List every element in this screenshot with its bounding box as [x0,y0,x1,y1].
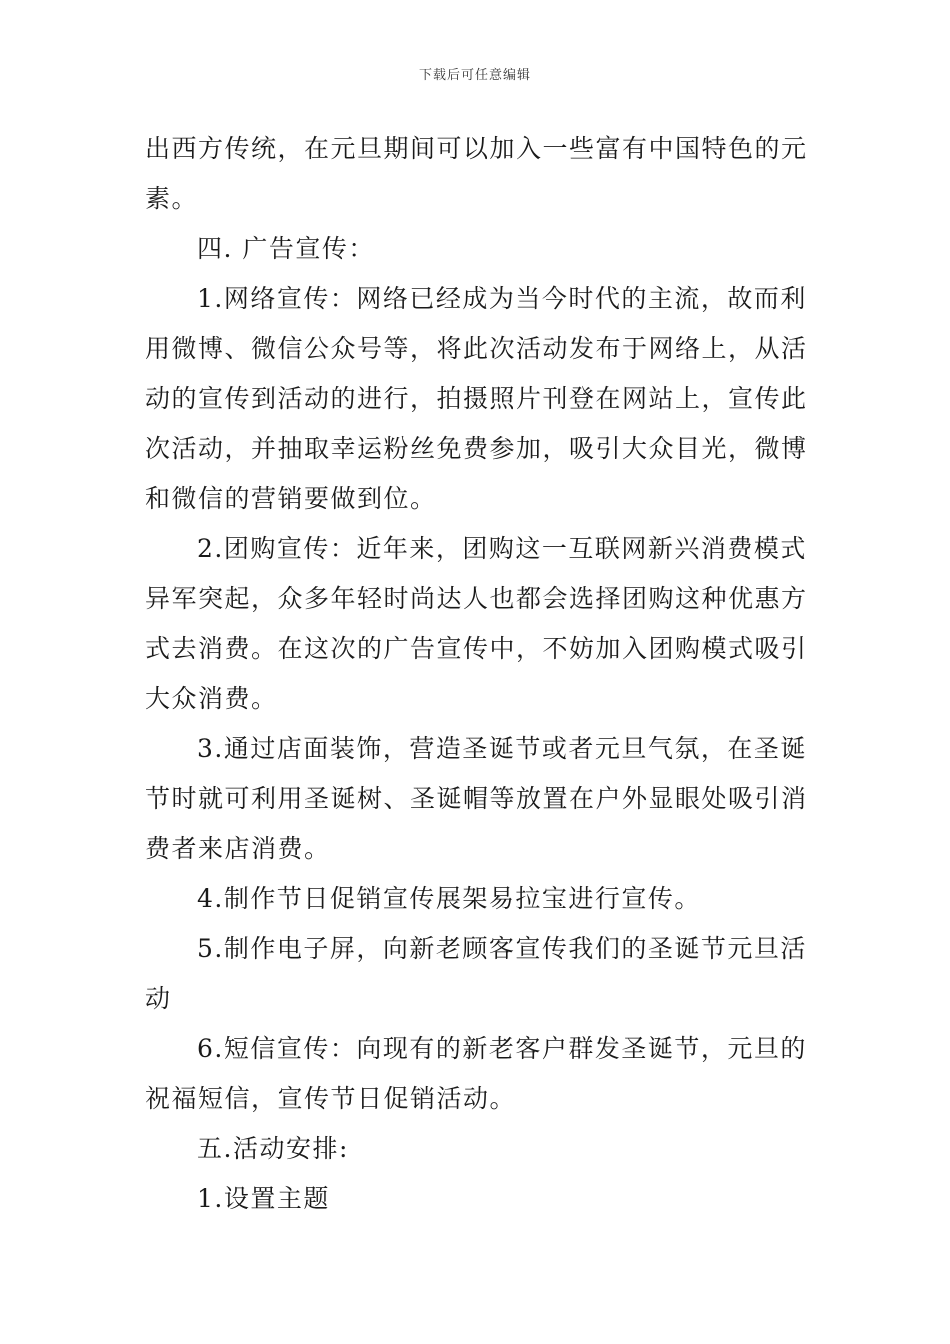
text-line: 用微博、微信公众号等，将此次活动发布于网络上，从活 [145,334,808,363]
text-line: 节时就可利用圣诞树、圣诞帽等放置在户外显眼处吸引消 [145,784,808,813]
text-line: 和微信的营销要做到位。 [145,484,437,513]
text-line: 素。 [145,184,199,213]
text-line: 次活动，并抽取幸运粉丝免费参加，吸引大众目光，微博 [145,434,808,463]
page-header: 下载后可任意编辑 [418,68,531,83]
text-line: 4.制作节日促销宣传展架易拉宝进行宣传。 [197,884,701,913]
text-line: 2.团购宣传：近年来，团购这一互联网新兴消费模式 [197,534,807,563]
text-line: 6.短信宣传：向现有的新老客户群发圣诞节，元旦的 [197,1034,807,1063]
section-heading: 五.活动安排: [197,1134,349,1163]
section-heading: 四. 广告宣传： [197,234,375,263]
text-line: 动的宣传到活动的进行，拍摄照片刊登在网站上，宣传此 [145,384,808,413]
text-line: 出西方传统，在元旦期间可以加入一些富有中国特色的元 [145,134,808,163]
text-line: 异军突起，众多年轻时尚达人也都会选择团购这种优惠方 [145,584,808,613]
text-line: 1.网络宣传：网络已经成为当今时代的主流，故而利 [197,284,807,313]
text-line: 动 [145,984,172,1013]
text-line: 5.制作电子屏，向新老顾客宣传我们的圣诞节元旦活 [197,934,807,963]
text-line: 祝福短信，宣传节日促销活动。 [145,1084,517,1113]
document-body [145,124,807,1224]
text-line: 1.设置主题 [197,1184,330,1213]
text-line: 3.通过店面装饰，营造圣诞节或者元旦气氛，在圣诞 [197,734,807,763]
text-line: 式去消费。在这次的广告宣传中，不妨加入团购模式吸引 [145,634,808,663]
text-line: 费者来店消费。 [145,834,331,863]
text-line: 大众消费。 [145,684,278,713]
